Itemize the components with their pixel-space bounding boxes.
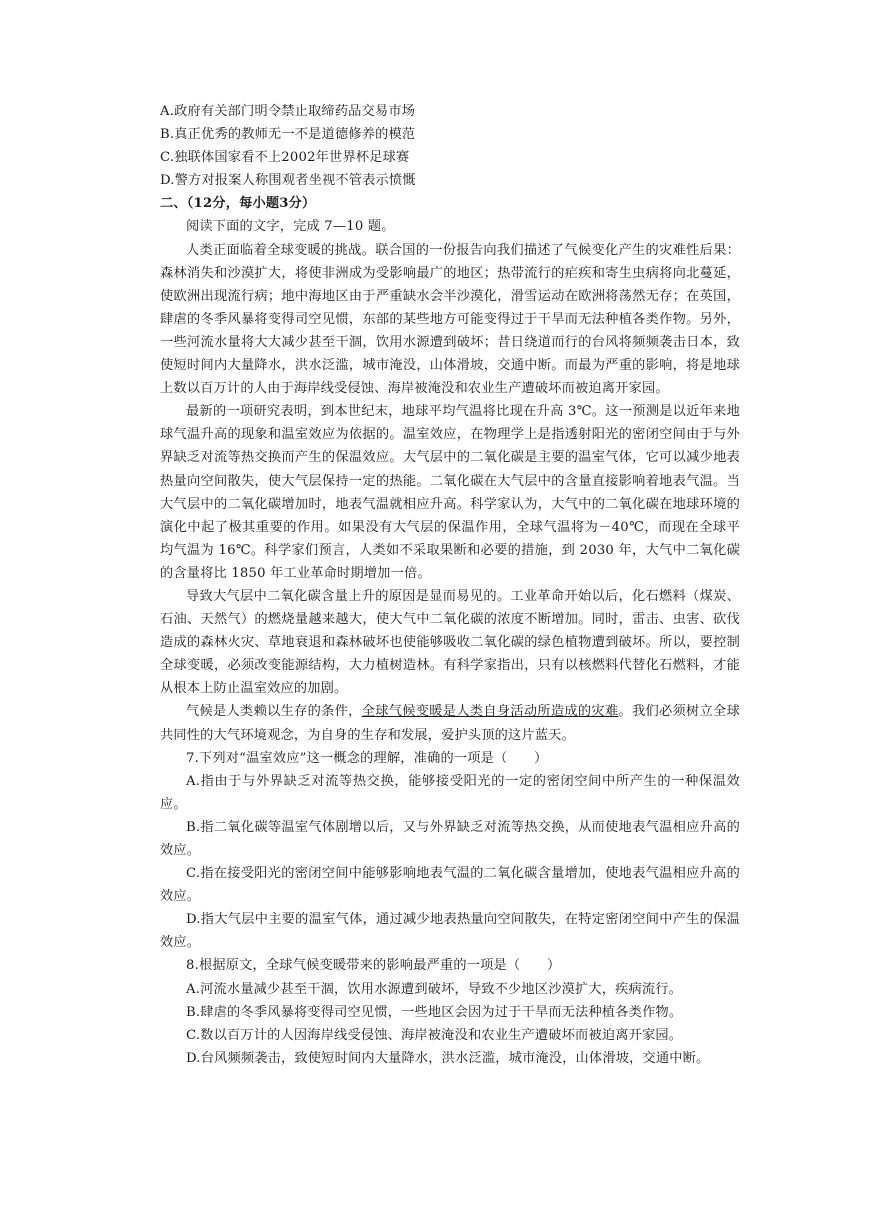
section-heading: 二、（12分，每小题3分） bbox=[160, 196, 316, 212]
question-7-option-b: B.指二氧化碳等温室气体剧增以后，又与外界缺乏对流等热交换，从而使地表气温相应升高的效应。 bbox=[160, 819, 740, 858]
passage-paragraph-3: 导致大气层中二氧化碳含量上升的原因是显而易见的。工业革命开始以后，化石燃料（煤炭、石油、天然气）的燃烧量越来越大，使大气中二氧化碳的浓度不断增加。同时，雷击、虫害、砍伐造成的森林火灾、草地衰退和森林破坏也使能够吸收二氧化碳的绿色植物遭到破坏。所以，要控制全球变暖，必须改变能源结构，大力植树造林。有科学家指出，只有以核燃料代替化石燃料，才能从根本上防止温室效应的加剧。 bbox=[160, 588, 740, 697]
question-8-option-b: B.肆虐的冬季风暴将变得司空见惯，一些地区会因为过于干旱而无法种植各类作物。 bbox=[186, 1004, 683, 1020]
question-7-option-a: A.指由于与外界缺乏对流等热交换，能够接受阳光的一定的密闭空间中所产生的一种保温效应。 bbox=[160, 773, 740, 812]
question-7-stem: 7.下列对“温室效应”这一概念的理解，准确的一项是（ ） bbox=[186, 750, 548, 766]
question-7-option-c: C.指在接受阳光的密闭空间中能够影响地表气温的二氧化碳含量增加，使地表气温相应升高的效应。 bbox=[160, 866, 740, 905]
option-d-prev: D.警方对报案人称围观者坐视不管表示愤慨 bbox=[160, 173, 416, 189]
question-7-option-d: D.指大气层中主要的温室气体，通过减少地表热量向空间散失，在特定密闭空间中产生的保温效应。 bbox=[160, 912, 740, 951]
option-b-prev: B.真正优秀的教师无一不是道德修养的模范 bbox=[160, 127, 416, 143]
paragraph-4-start: 气候是人类赖以生存的条件， bbox=[186, 704, 362, 720]
question-8-option-a: A.河流水量减少甚至干涸，饮用水源遭到破坏，导致不少地区沙漠扩大，疾病流行。 bbox=[186, 981, 683, 997]
exam-page bbox=[160, 100, 740, 1070]
underlined-sentence: 全球气候变暖是人类自身活动所造成的灾难 bbox=[361, 704, 619, 720]
passage-paragraph-4 bbox=[160, 700, 740, 746]
question-8-stem: 8.根据原文，全球气候变暖带来的影响最严重的一项是（ ） bbox=[186, 958, 561, 974]
question-8-option-c: C.数以百万计的人因海岸线受侵蚀、海岸被淹没和农业生产遭破坏而被迫离开家园。 bbox=[186, 1027, 683, 1043]
reading-instruction: 阅读下面的文字，完成 7—10 题。 bbox=[186, 219, 395, 235]
passage-paragraph-2: 最新的一项研究表明，到本世纪末，地球平均气温将比现在升高 3℃。这一预测是以近年来地球气温升高的现象和温室效应为依据的。温室效应，在物理学上是指透射阳光的密闭空间由于与外界缺乏对流等热交换而产生的保温效应。大气层中的二氧化碳是主要的温室气体，它可以减少地表热量向空间散失，使大气层保持一定的热能。二氧化碳在大气层中的含量直接影响着地表气温。当大气层中的二氧化碳增加时，地表气温就相应升高。科学家认为，大气中的二氧化碳在地球环境的演化中起了极其重要的作用。如果没有大气层的保温作用，全球气温将为－40℃，而现在全球平均气温为 16℃。科学家们预言，人类如不采取果断和必要的措施，到 2030 年，大气中二氧化碳的含量将比 1850 年工业革命时期增加一倍。 bbox=[160, 404, 740, 581]
option-c-prev: C.独联体国家看不上2002年世界杯足球赛 bbox=[160, 150, 410, 166]
paragraph-4-end: 。我们必须树立全球共同性的大气环境观念，为自身的生存和发展，爱护头顶的这片蓝天。 bbox=[160, 704, 740, 743]
question-8-option-d: D.台风频频袭击，致使短时间内大量降水，洪水泛滥，城市淹没，山体滑坡，交通中断。 bbox=[186, 1050, 710, 1066]
passage-paragraph-1: 人类正面临着全球变暖的挑战。联合国的一份报告向我们描述了气候变化产生的灾难性后果：森林消失和沙漠扩大，将使非洲成为受影响最广的地区；热带流行的疟疾和寄生虫病将向北蔓延，使欧洲出现流行病；地中海地区由于严重缺水会半沙漠化，滑雪运动在欧洲将荡然无存；在英国，肆虐的冬季风暴将变得司空见惯，东部的某些地方可能变得过于干旱而无法种植各类作物。另外，一些河流水量将大大减少甚至干涸，饮用水源遭到破坏；昔日绕道而行的台风将频频袭击日本，致使短时间内大量降水，洪水泛滥，城市淹没，山体滑坡，交通中断。而最为严重的影响，将是地球上数以百万计的人由于海岸线受侵蚀、海岸被淹没和农业生产遭破坏而被迫离开家园。 bbox=[160, 242, 740, 397]
option-a-prev: A.政府有关部门明令禁止取缔药品交易市场 bbox=[160, 104, 416, 119]
